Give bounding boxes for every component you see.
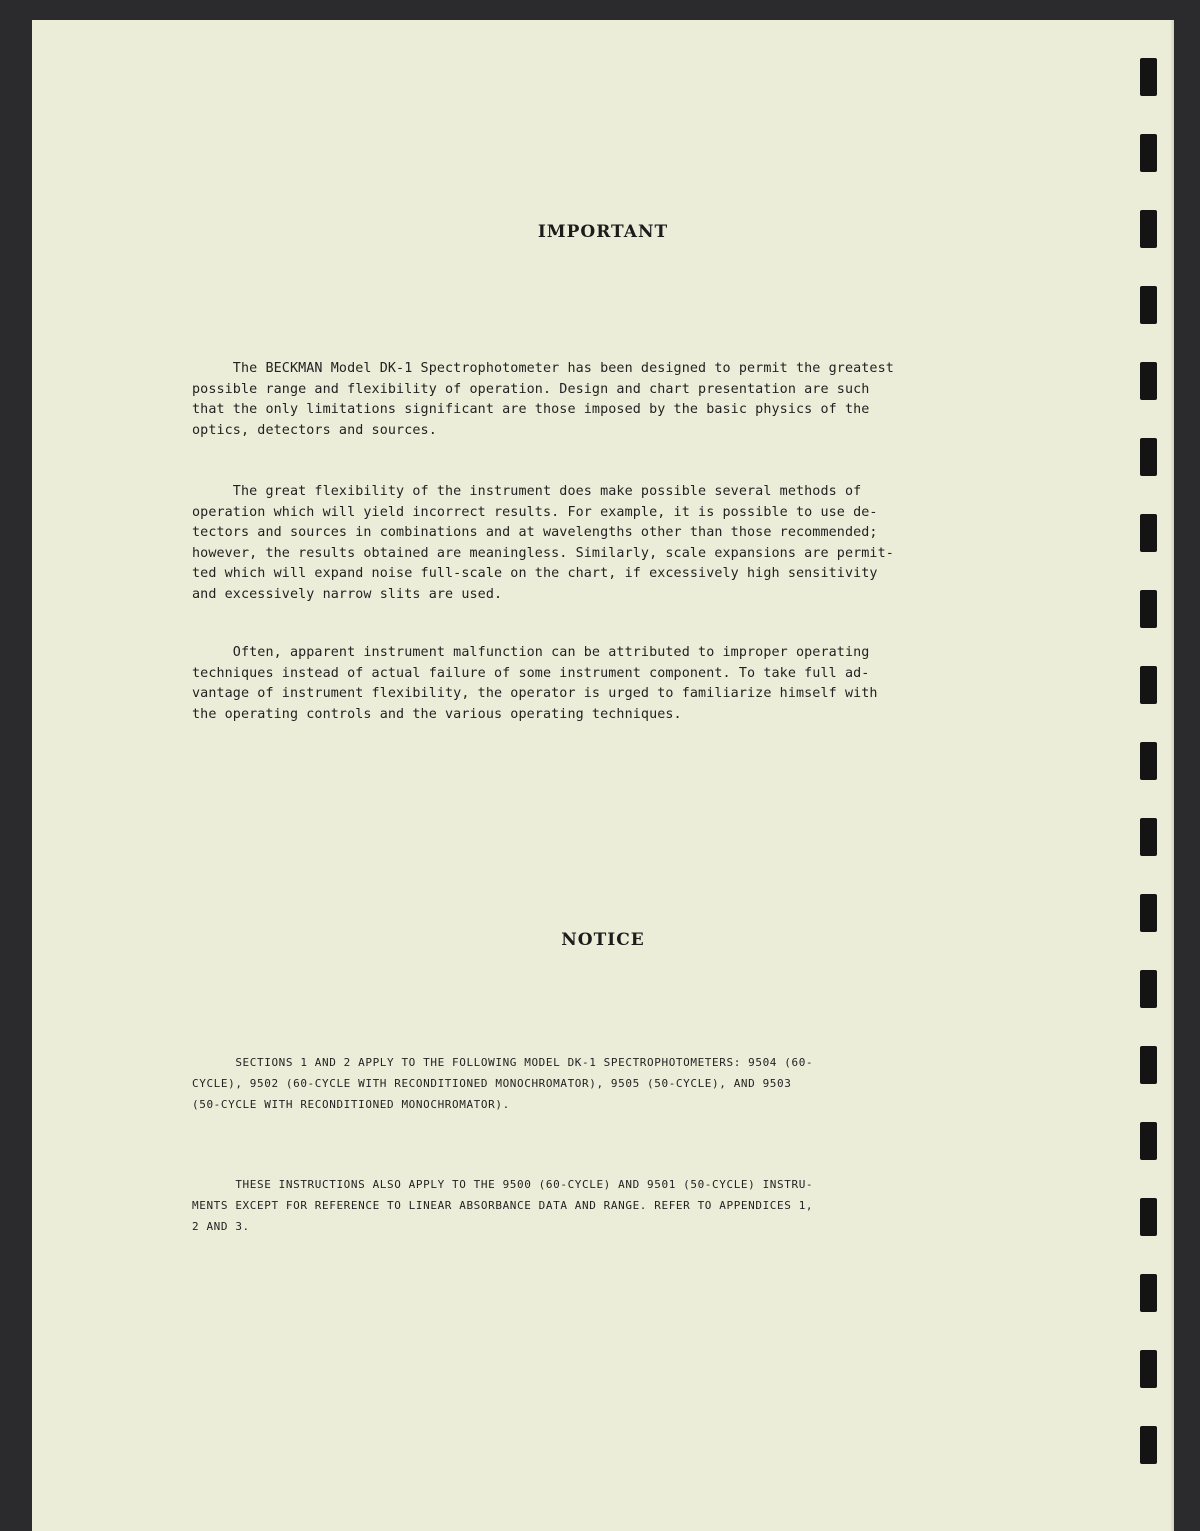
binding-hole bbox=[1140, 210, 1157, 248]
binding-hole bbox=[1140, 818, 1157, 856]
binding-hole bbox=[1140, 590, 1157, 628]
binding-hole bbox=[1140, 1274, 1157, 1312]
binding-hole bbox=[1140, 742, 1157, 780]
binding-hole bbox=[1140, 58, 1157, 96]
important-heading: IMPORTANT bbox=[537, 222, 669, 242]
binding-hole bbox=[1140, 134, 1157, 172]
binding-hole bbox=[1140, 1198, 1157, 1236]
binding-hole bbox=[1140, 286, 1157, 324]
binding-hole bbox=[1140, 1122, 1157, 1160]
binding-hole bbox=[1140, 894, 1157, 932]
manual-page bbox=[32, 20, 1174, 1531]
binding-hole bbox=[1140, 1350, 1157, 1388]
binding-hole bbox=[1140, 362, 1157, 400]
binding-hole bbox=[1140, 514, 1157, 552]
important-paragraph-1: The BECKMAN Model DK-1 Spectrophotometer has been designed to permit the greatest possible range and flexibility of operation. Design and chart presentation are such that the only limitations significant are those imposed by the basic physics of the optics, detectors and sources. bbox=[192, 361, 894, 438]
notice-paragraph-2: THESE INSTRUCTIONS ALSO APPLY TO THE 9500 (60-CYCLE) AND 9501 (50-CYCLE) INSTRU- MENTS EXCEPT FOR REFERENCE TO LINEAR ABSORBANCE DATA AND RANGE. REFER TO APPENDICES 1, 2 AND 3. bbox=[192, 1178, 814, 1233]
binding-hole bbox=[1140, 438, 1157, 476]
important-paragraph-2: The great flexibility of the instrument does make possible several methods of operation which will yield incorrect results. For example, it is possible to use de- tectors and sources in combinations and at wavelengths other than those recommended; however, the results obtained are meaningless. Similarly, scale expansions are permit- ted which will expand noise full-scale on the chart, if excessively high sensitivity and excessively narrow slits are used. bbox=[192, 484, 894, 602]
binding-hole bbox=[1140, 1426, 1157, 1464]
binding-hole bbox=[1140, 666, 1157, 704]
notice-heading: NOTICE bbox=[561, 930, 645, 950]
binding-hole bbox=[1140, 1046, 1157, 1084]
binding-hole bbox=[1140, 970, 1157, 1008]
notice-paragraph-1: SECTIONS 1 AND 2 APPLY TO THE FOLLOWING MODEL DK-1 SPECTROPHOTOMETERS: 9504 (60- CYCLE), 9502 (60-CYCLE WITH RECONDITIONED MONOCHROMATOR), 9505 (50-CYCLE), AND 9503 (50-CYCLE WITH RECONDITIONED MONOCHROMATOR). bbox=[192, 1056, 814, 1111]
important-paragraph-3: Often, apparent instrument malfunction can be attributed to improper operating techniques instead of actual failure of some instrument component. To take full ad- vantage of instrument flexibility, the operator is urged to familiarize himself with the operating controls and the various operating techniques. bbox=[192, 645, 878, 722]
